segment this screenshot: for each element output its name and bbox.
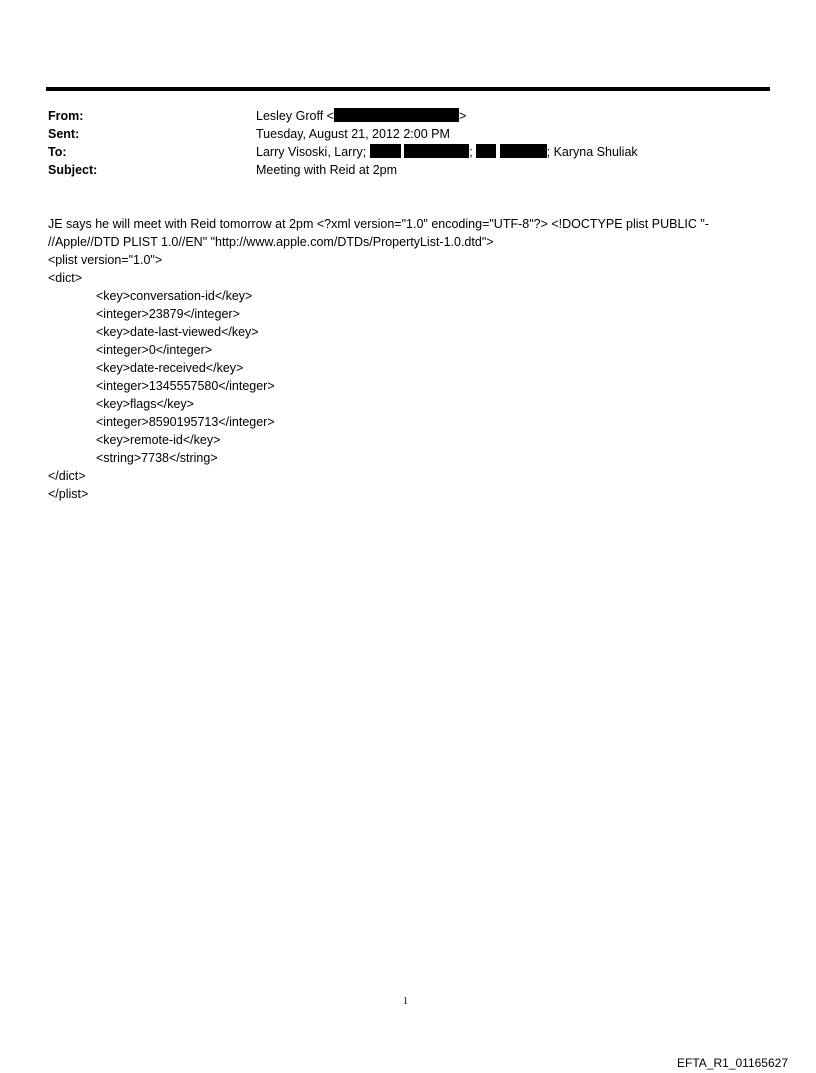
body-line: <plist version="1.0"> [48, 253, 163, 267]
redaction-box [476, 144, 496, 158]
from-close: > [458, 109, 467, 123]
dict-line: <integer>1345557580</integer> [96, 379, 275, 393]
dict-line: <key>remote-id</key> [96, 433, 221, 447]
body-line: </plist> [48, 487, 89, 501]
body-line: <dict> [48, 271, 83, 285]
from-name: Lesley Groff < [256, 109, 334, 123]
dict-line: <integer>23879</integer> [96, 307, 240, 321]
body-line: JE says he will meet with Reid tomorrow at 2pm <?xml version="1.0" encoding="UTF-8"?> <!DOCTYPE plist PUBLIC "- [48, 217, 709, 231]
redaction-box [404, 144, 469, 158]
to-label: To: [48, 145, 67, 159]
page-number: 1 [403, 996, 408, 1007]
dict-line: <key>date-received</key> [96, 361, 244, 375]
to-value [256, 143, 638, 161]
from-label: From: [48, 109, 84, 123]
dict-line: <string>7738</string> [96, 451, 218, 465]
subject-label: Subject: [48, 163, 98, 177]
bates-number: EFTA_R1_01165627 [677, 1056, 788, 1070]
from-value [256, 107, 466, 125]
to-sep1: ; [469, 145, 473, 159]
redaction-box [370, 144, 401, 158]
to-prefix: Larry Visoski, Larry; [256, 145, 367, 159]
subject-value: Meeting with Reid at 2pm [256, 163, 398, 177]
header-rule [46, 87, 770, 91]
body-line: //Apple//DTD PLIST 1.0//EN" "http://www.apple.com/DTDs/PropertyList-1.0.dtd"> [48, 235, 494, 249]
sent-value: Tuesday, August 21, 2012 2:00 PM [256, 127, 450, 141]
to-sep2: ; Karyna Shuliak [546, 145, 638, 159]
dict-line: <key>date-last-viewed</key> [96, 325, 259, 339]
body-line: </dict> [48, 469, 86, 483]
redaction-box [334, 108, 459, 122]
dict-line: <key>conversation-id</key> [96, 289, 253, 303]
sent-label: Sent: [48, 127, 80, 141]
dict-line: <key>flags</key> [96, 397, 194, 411]
dict-line: <integer>0</integer> [96, 343, 213, 357]
dict-line: <integer>8590195713</integer> [96, 415, 275, 429]
email-body [48, 215, 768, 503]
redaction-box [500, 144, 547, 158]
